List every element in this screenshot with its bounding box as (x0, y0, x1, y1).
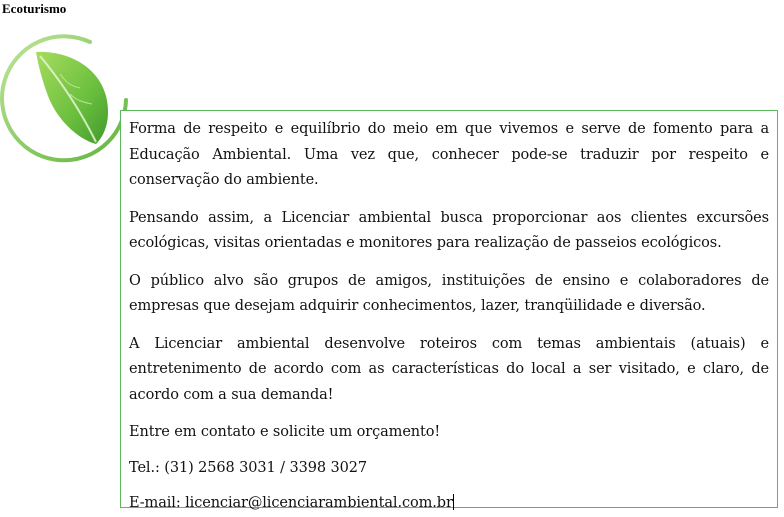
page-title: Ecoturismo (2, 1, 67, 16)
leaf-logo (0, 30, 134, 164)
paragraph-audience: O público alvo são grupos de amigos, instituições de ensino e colaboradores de empresas que desejam adquirir conhecimentos, lazer, tranqüilidade e diversão. (129, 272, 769, 314)
paragraph-routes: A Licenciar ambiental desenvolve roteiros com temas ambientais (atuais) e entretenimento de acordo com as características do local a ser visitado, e claro, de acordo com a sua demanda! (129, 335, 769, 403)
leaf-icon (0, 30, 134, 164)
paragraph-services: Pensando assim, a Licenciar ambiental busca proporcionar aos clientes excursões ecológicas, visitas orientadas e monitores para realização de passeios ecológicos. (129, 209, 769, 251)
phone-line: Tel.: (31) 2568 3031 / 3398 3027 (129, 459, 367, 476)
text-cursor (453, 494, 454, 510)
call-to-action: Entre em contato e solicite um orçamento! (129, 424, 441, 440)
paragraph-intro: Forma de respeito e equilíbrio do meio em que vivemos e serve de fomento para a Educação Ambiental. Uma vez que, conhecer pode-se traduzir por respeito e conservação do ambiente. (129, 121, 769, 188)
content-box (120, 110, 778, 511)
email-text[interactable]: E-mail: licenciar@licenciarambiental.com.br (129, 495, 453, 511)
email-line[interactable] (129, 491, 769, 517)
